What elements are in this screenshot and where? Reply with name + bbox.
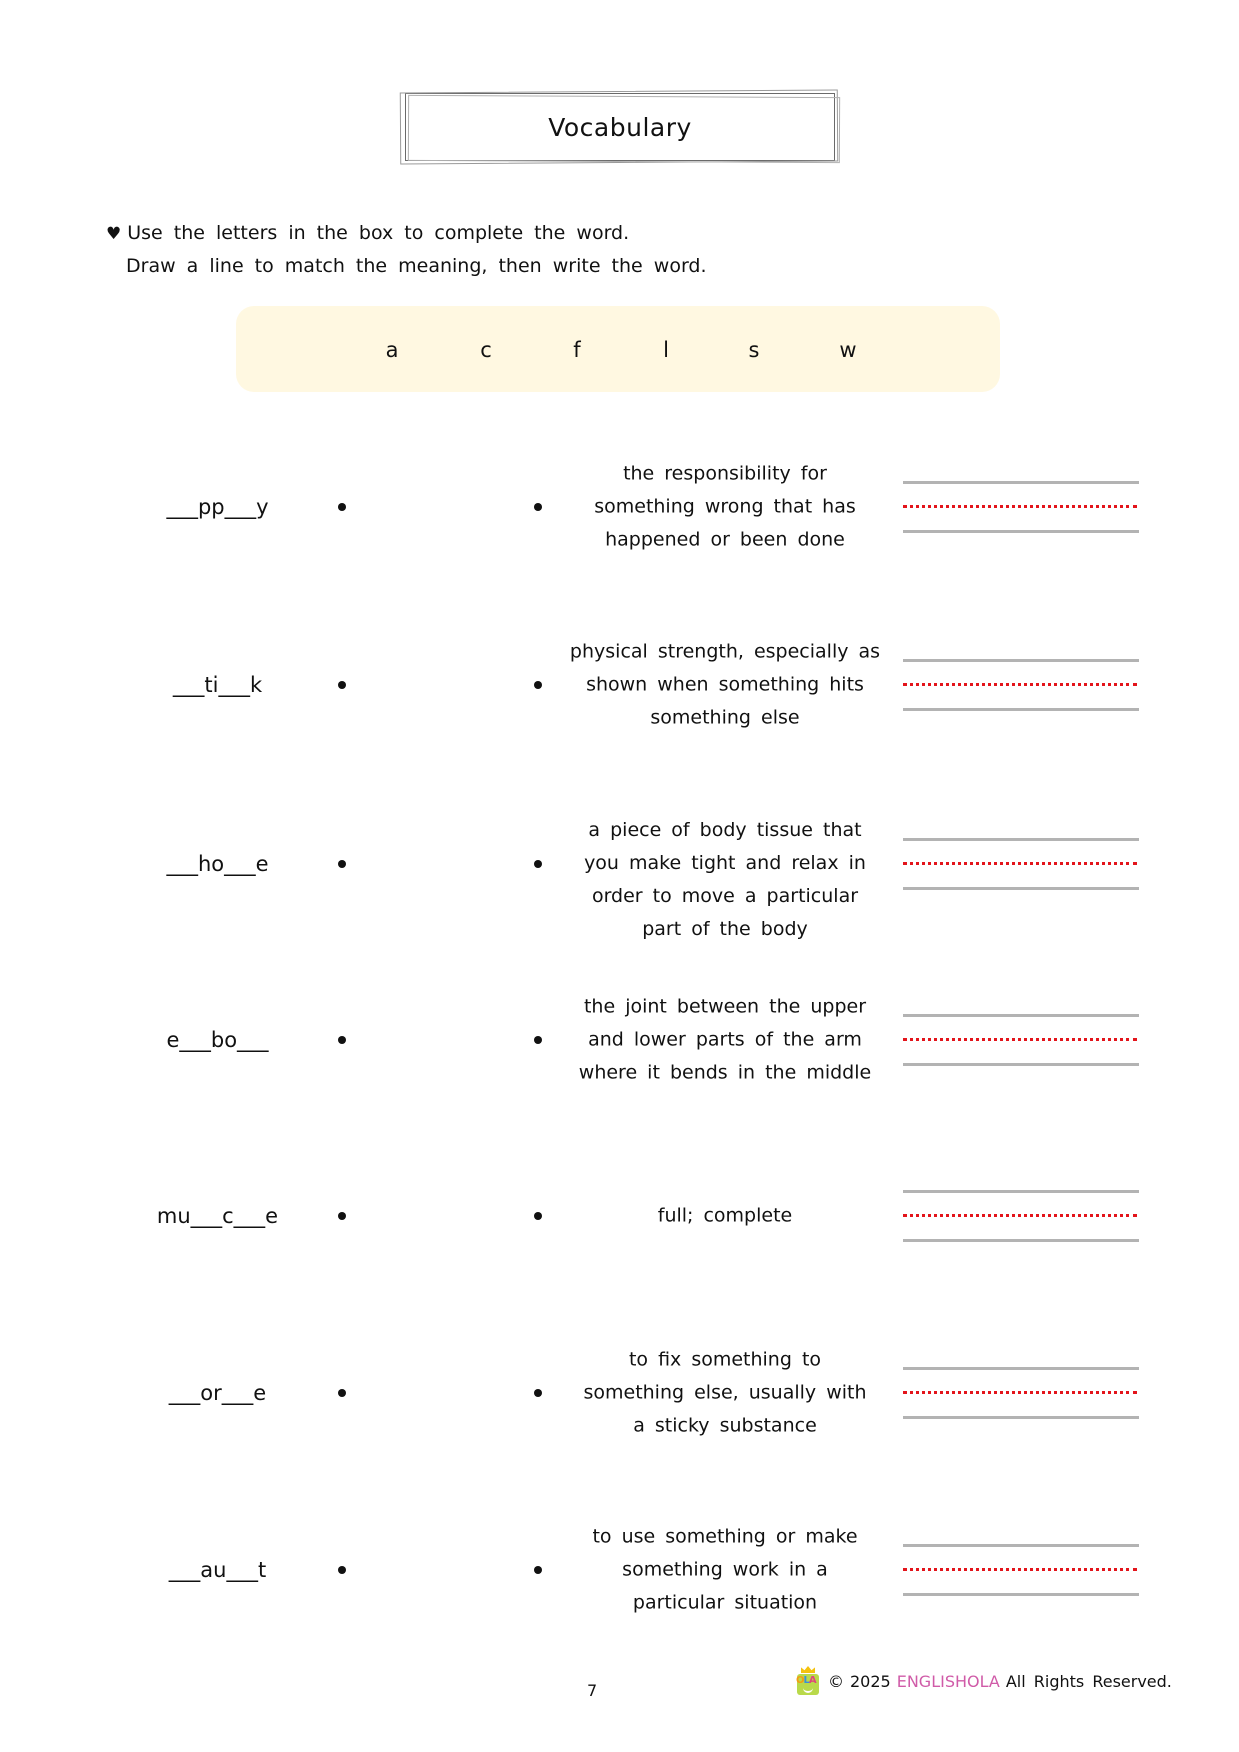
meaning-line: the joint between the upper (583, 995, 867, 1018)
match-dot-left[interactable] (338, 503, 346, 511)
meaning-text (562, 1344, 888, 1443)
letter-box (236, 306, 1000, 392)
writing-line-top (903, 838, 1139, 841)
match-dot-right[interactable] (534, 1036, 542, 1044)
writing-line-bottom (903, 1416, 1139, 1419)
copyright-year: 2025 (850, 1671, 891, 1691)
meaning-text (562, 458, 888, 557)
writing-line-bottom (903, 1239, 1139, 1242)
logo-text: OLA (796, 1675, 816, 1686)
meaning-line: something else, usually with (583, 1381, 867, 1404)
writing-lines[interactable] (903, 659, 1139, 711)
match-dot-right[interactable] (534, 1212, 542, 1220)
meaning-text (562, 814, 888, 946)
meaning-line: the responsibility for (623, 462, 827, 485)
incomplete-word: mu___c___e (156, 1204, 279, 1228)
crown-icon (801, 1666, 815, 1673)
letter-option: w (839, 338, 857, 362)
match-dot-right[interactable] (534, 860, 542, 868)
writing-line-top (903, 481, 1139, 484)
incomplete-word: e___bo___ (166, 1028, 269, 1052)
writing-line-top (903, 1367, 1139, 1370)
letter-option: c (480, 338, 492, 362)
meaning-line: part of the body (642, 918, 808, 940)
writing-line-mid-dotted (903, 1214, 1137, 1217)
match-dot-left[interactable] (338, 681, 346, 689)
meaning-text (562, 991, 888, 1090)
meaning-line: to use something or make (592, 1525, 858, 1548)
match-dot-left[interactable] (338, 1212, 346, 1220)
writing-lines[interactable] (903, 838, 1139, 890)
writing-line-mid-dotted (903, 683, 1137, 686)
writing-line-mid-dotted (903, 505, 1137, 508)
letter-option: l (663, 338, 669, 362)
incomplete-word: ___ho___e (166, 852, 269, 876)
meaning-text (562, 1200, 888, 1233)
match-dot-left[interactable] (338, 1036, 346, 1044)
page-title: Vocabulary (548, 112, 692, 142)
meaning-line: shown when something hits (586, 673, 864, 696)
letter-option: a (385, 338, 399, 362)
instruction-line-2: Draw a line to match the meaning, then write the word. (126, 255, 707, 277)
meaning-line: something else (650, 706, 800, 729)
writing-line-top (903, 1190, 1139, 1193)
writing-lines[interactable] (903, 1014, 1139, 1066)
writing-line-mid-dotted (903, 862, 1137, 865)
meaning-line: full; complete (657, 1204, 793, 1227)
meaning-line: something work in a (622, 1558, 828, 1581)
meaning-line: physical strength, especially as (569, 640, 881, 663)
meaning-line: you make tight and relax in (584, 852, 866, 874)
writing-line-bottom (903, 530, 1139, 533)
writing-line-bottom (903, 1063, 1139, 1066)
match-dot-left[interactable] (338, 860, 346, 868)
writing-lines[interactable] (903, 1544, 1139, 1596)
incomplete-word: ___ti___k (172, 673, 263, 697)
match-dot-right[interactable] (534, 681, 542, 689)
incomplete-word: ___au___t (168, 1558, 267, 1582)
heart-icon: ♥ (106, 224, 122, 244)
meaning-line: a sticky substance (633, 1414, 817, 1437)
meaning-line: where it bends in the middle (578, 1061, 872, 1084)
writing-line-top (903, 1014, 1139, 1017)
meaning-text (562, 1521, 888, 1620)
writing-line-bottom (903, 887, 1139, 890)
letter-option: f (573, 338, 581, 362)
writing-line-bottom (903, 1593, 1139, 1596)
writing-lines[interactable] (903, 481, 1139, 533)
meaning-line: order to move a particular (591, 885, 859, 907)
match-dot-right[interactable] (534, 1389, 542, 1397)
meaning-line: happened or been done (605, 528, 845, 551)
writing-line-top (903, 659, 1139, 662)
writing-line-mid-dotted (903, 1568, 1137, 1571)
incomplete-word: ___or___e (168, 1381, 267, 1405)
meaning-line: a piece of body tissue that (588, 819, 862, 841)
meaning-line: and lower parts of the arm (588, 1028, 862, 1051)
match-dot-right[interactable] (534, 503, 542, 511)
copyright-symbol: © (828, 1671, 844, 1691)
page-number: 7 (587, 1681, 598, 1700)
englishola-logo (796, 1666, 820, 1696)
match-dot-left[interactable] (338, 1389, 346, 1397)
meaning-line: particular situation (632, 1591, 818, 1614)
match-dot-right[interactable] (534, 1566, 542, 1574)
meaning-line: to fix something to (628, 1348, 822, 1371)
writing-line-mid-dotted (903, 1391, 1137, 1394)
writing-lines[interactable] (903, 1190, 1139, 1242)
letter-option: s (748, 338, 760, 362)
footer-copyright (796, 1666, 1172, 1696)
meaning-line: something wrong that has (594, 495, 856, 518)
rights-text: All Rights Reserved. (1005, 1671, 1172, 1691)
match-dot-left[interactable] (338, 1566, 346, 1574)
instruction-text-1: Use the letters in the box to complete the word. (127, 222, 630, 244)
title-box (405, 93, 835, 161)
writing-line-top (903, 1544, 1139, 1547)
brand-name: ENGLISHOLA (896, 1671, 1000, 1691)
writing-lines[interactable] (903, 1367, 1139, 1419)
writing-line-bottom (903, 708, 1139, 711)
writing-line-mid-dotted (903, 1038, 1137, 1041)
instruction-line-1 (106, 222, 629, 244)
incomplete-word: ___pp___y (166, 495, 269, 519)
meaning-text (562, 636, 888, 735)
